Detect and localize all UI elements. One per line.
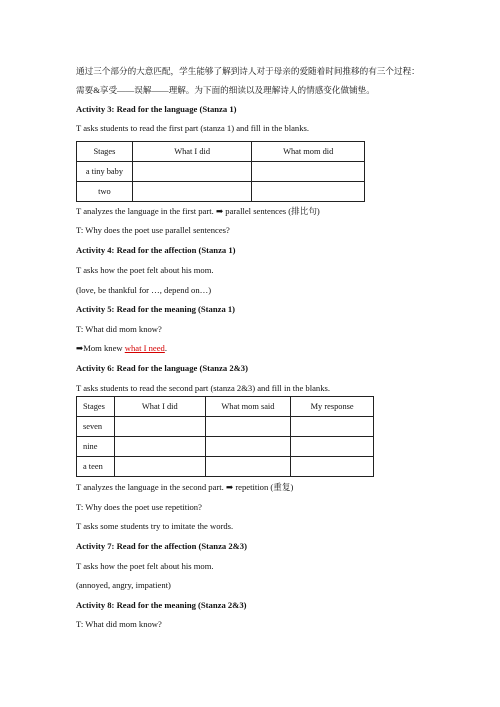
intro-line-2: 需要&享受——误解——理解。为下面的细读以及理解诗人的情感变化做铺垫。 (76, 85, 375, 95)
table-row (77, 457, 374, 477)
table-header-row (77, 142, 365, 162)
intro-line-1: 通过三个部分的大意匹配，学生能够了解到诗人对于母亲的爱随着时间推移的有三个过程： (76, 66, 420, 76)
blank-cell (205, 457, 291, 477)
analysis-text: T analyzes the language in the first part. (76, 206, 214, 216)
activity-6-heading: Activity 6: Read for the language (Stanza 2&3) (76, 363, 248, 373)
table-header-row (77, 397, 374, 417)
activity-3-analysis (76, 206, 320, 217)
stage-cell: a tiny baby (77, 162, 133, 182)
blank-cell (114, 417, 205, 437)
blank-cell (205, 417, 291, 437)
activity-4-heading: Activity 4: Read for the affection (Stanza 1) (76, 245, 236, 255)
column-header: Stages (77, 397, 115, 417)
activity-5-heading: Activity 5: Read for the meaning (Stanza 1) (76, 304, 236, 314)
blank-cell (291, 417, 374, 437)
blank-cell (252, 162, 365, 182)
blank-cell (205, 437, 291, 457)
column-header: What I did (132, 142, 252, 162)
activity-3-heading: Activity 3: Read for the language (Stanza 1) (76, 104, 237, 114)
activity-6-instruction: T asks students to read the second part (stanza 2&3) and fill in the blanks. (76, 383, 331, 393)
answer-highlight: what I need (124, 343, 165, 353)
activity-3-instruction: T asks students to read the first part (stanza 1) and fill in the blanks. (76, 123, 310, 133)
blank-cell (291, 437, 374, 457)
column-header: What mom did (252, 142, 365, 162)
analysis-text: T analyzes the language in the second part. (76, 482, 224, 492)
arrow-right-icon: ➡ (215, 206, 224, 216)
blank-cell (132, 182, 252, 202)
blank-cell (114, 437, 205, 457)
stage-cell: seven (77, 417, 115, 437)
activity-8-question: T: What did mom know? (76, 619, 162, 629)
answer-prefix: Mom knew (83, 343, 125, 353)
activity-8-heading: Activity 8: Read for the meaning (Stanza 2&3) (76, 600, 247, 610)
blank-cell (252, 182, 365, 202)
arrow-right-icon: ➡ (225, 482, 234, 492)
table-row (77, 162, 365, 182)
column-header: What I did (114, 397, 205, 417)
activity-5-answer (76, 343, 167, 354)
table-row (77, 417, 374, 437)
activity-4-line-1: T asks how the poet felt about his mom. (76, 265, 214, 275)
stanza-1-table (76, 141, 365, 202)
blank-cell (114, 457, 205, 477)
activity-7-line-2: (annoyed, angry, impatient) (76, 580, 171, 590)
activity-3-question: T: Why does the poet use parallel sentences? (76, 225, 230, 235)
stanza-2-3-table (76, 396, 374, 477)
column-header: My response (291, 397, 374, 417)
activity-5-question: T: What did mom know? (76, 324, 162, 334)
stage-cell: nine (77, 437, 115, 457)
blank-cell (132, 162, 252, 182)
activity-7-line-1: T asks how the poet felt about his mom. (76, 561, 214, 571)
blank-cell (291, 457, 374, 477)
analysis-term: repetition (重复) (235, 482, 294, 492)
activity-7-heading: Activity 7: Read for the affection (Stanza 2&3) (76, 541, 247, 551)
stage-cell: two (77, 182, 133, 202)
column-header: Stages (77, 142, 133, 162)
stage-cell: a teen (77, 457, 115, 477)
activity-6-imitate: T asks some students try to imitate the words. (76, 521, 234, 531)
activity-6-analysis (76, 482, 293, 493)
answer-suffix: . (164, 343, 167, 353)
arrow-right-icon: ➡ (76, 343, 84, 353)
activity-6-question: T: Why does the poet use repetition? (76, 502, 202, 512)
table-row (77, 182, 365, 202)
activity-4-line-2: (love, be thankful for …, depend on…) (76, 285, 212, 295)
analysis-term: parallel sentences (排比句) (225, 206, 320, 216)
table-row (77, 437, 374, 457)
column-header: What mom said (205, 397, 291, 417)
